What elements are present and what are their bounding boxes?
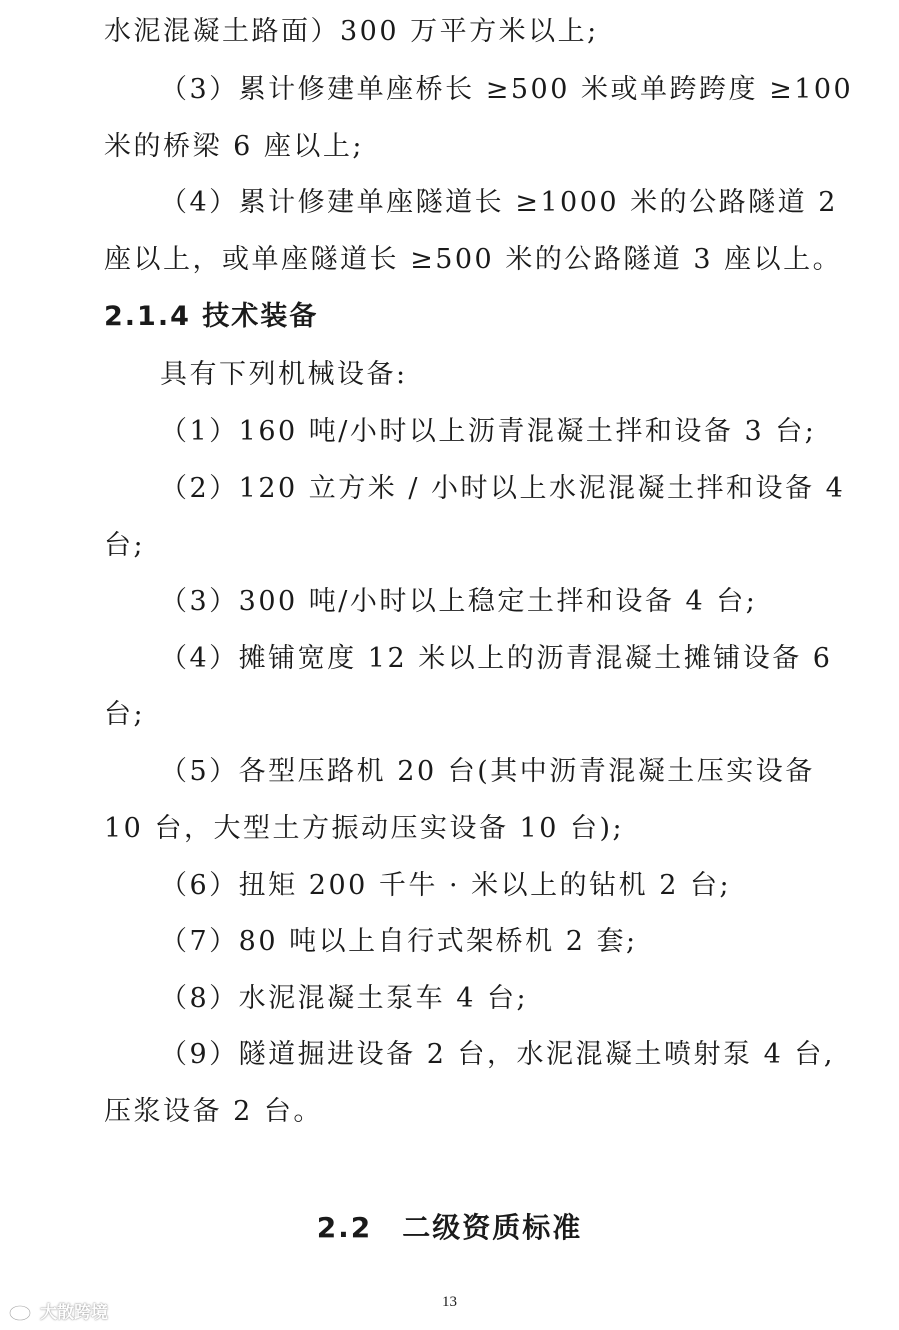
watermark-text: 大散跨境: [40, 1303, 108, 1323]
watermark: [8, 1298, 108, 1323]
paragraph-line: 具有下列机械设备:: [160, 359, 408, 390]
paragraph-line: （4）累计修建单座隧道长 ≥1000 米的公路隧道 2: [160, 187, 838, 218]
list-item: （5）各型压路机 20 台(其中沥青混凝土压实设备: [160, 756, 815, 787]
list-item: （2）120 立方米 / 小时以上水泥混凝土拌和设备 4: [160, 473, 846, 504]
list-item: （1）160 吨/小时以上沥青混凝土拌和设备 3 台;: [160, 416, 817, 447]
page-number: 13: [442, 1294, 457, 1310]
list-item-continuation: 台;: [104, 699, 146, 730]
list-item: （3）300 吨/小时以上稳定土拌和设备 4 台;: [160, 586, 758, 617]
paragraph-line: （3）累计修建单座桥长 ≥500 米或单跨跨度 ≥100: [160, 74, 854, 105]
paragraph-line: 座以上，或单座隧道长 ≥500 米的公路隧道 3 座以上。: [104, 244, 843, 275]
list-item-continuation: 10 台，大型土方振动压实设备 10 台);: [104, 813, 625, 844]
list-item: （4）摊铺宽度 12 米以上的沥青混凝土摊铺设备 6: [160, 643, 833, 674]
weibo-icon: [8, 1300, 36, 1322]
list-item: （7）80 吨以上自行式架桥机 2 套;: [160, 926, 638, 957]
list-item: （6）扭矩 200 千牛 · 米以上的钻机 2 台;: [160, 870, 732, 901]
list-item: （9）隧道掘进设备 2 台，水泥混凝土喷射泵 4 台,: [160, 1039, 835, 1070]
subsection-heading: 2.1.4 技术装备: [104, 301, 319, 332]
list-item-continuation: 压浆设备 2 台。: [104, 1096, 323, 1127]
paragraph-line: 米的桥梁 6 座以上;: [104, 131, 364, 162]
list-item: （8）水泥混凝土泵车 4 台;: [160, 983, 529, 1014]
list-item-continuation: 台;: [104, 530, 146, 561]
paragraph-line: 水泥混凝土路面）300 万平方米以上;: [104, 16, 599, 47]
section-title: 2.2 二级资质标准: [316, 1211, 583, 1244]
